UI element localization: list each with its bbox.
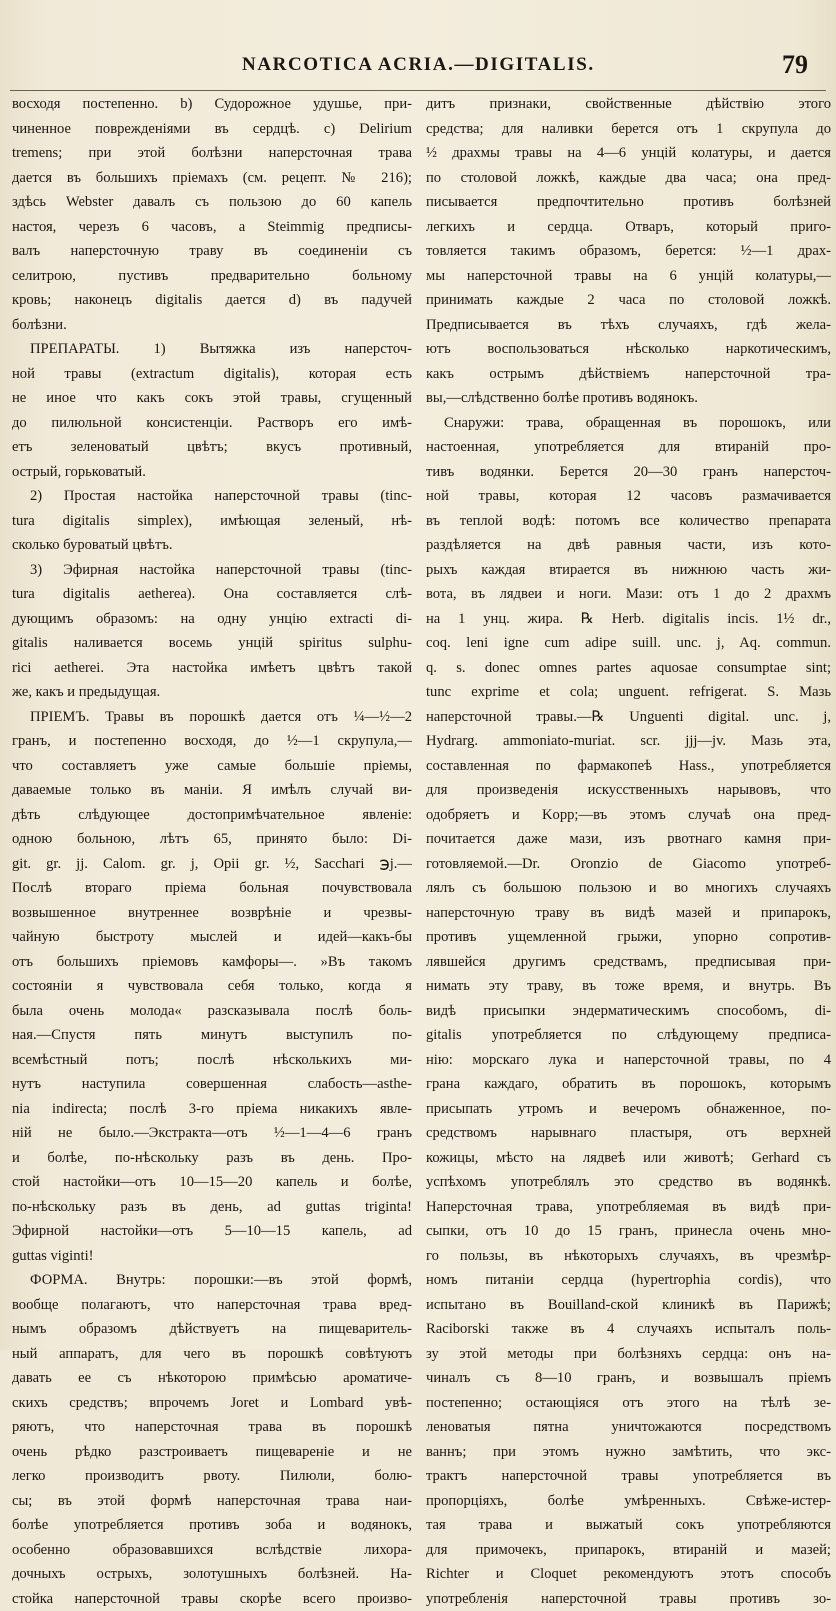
text-line: легко производитъ рвоту. Пилюли, болю- (12, 1464, 412, 1489)
text-line: принимать каждые 2 часа по столовой ложкѣ. (426, 288, 831, 313)
text-line: gitalis наливается восемь унцій spiritus sulphu- (12, 631, 412, 656)
text-line: вы,—слѣдственно болѣе противъ водянокъ. (426, 386, 831, 411)
page-header (0, 52, 836, 86)
text-line: вота, въ лядвеи и ноги. Мази: отъ 1 до 2 драхмъ (426, 582, 831, 607)
text-line: ряютъ, что наперсточная трава въ порошкѣ (12, 1415, 412, 1440)
text-line: ной травы, которая 12 часовъ размачивается (426, 484, 831, 509)
text-line: какъ острымъ дѣйствіемъ наперсточной тра- (426, 362, 831, 387)
text-line: ной травы (extractum digitalis), которая есть (12, 362, 412, 387)
text-line: испытано въ Bouilland-ской клиникѣ въ Парижѣ; (426, 1293, 831, 1318)
text-line: ваннъ; при этомъ нужно замѣтить, что экс- (426, 1440, 831, 1465)
text-line: даваемые только въ маніи. Я имѣлъ случай ви- (12, 778, 412, 803)
text-line: ФОРМА. Внутрь: порошки:—въ этой формѣ, (12, 1268, 412, 1293)
text-line: и болѣе, по-нѣскольку разъ въ день. Про- (12, 1146, 412, 1171)
text-line: писывается предпочтительно противъ болѣзней (426, 190, 831, 215)
text-line: етъ зеленоватый цвѣтъ; вкусъ противный, (12, 435, 412, 460)
text-line: острый, горьковатый. (12, 460, 412, 485)
text-line: q. s. donec omnes partes aquosae consumptae sint; (426, 656, 831, 681)
text-line: противъ ущемленной грыжи, упорно сопротив- (426, 925, 831, 950)
text-line: одобряетъ и Kopp;—въ этомъ случаѣ она пред- (426, 803, 831, 828)
text-line: наперсточную траву въ видѣ мазей и припарокъ, (426, 901, 831, 926)
text-line: сы; въ этой формѣ наперсточная трава наи- (12, 1489, 412, 1514)
text-line: раздѣляется на двѣ равныя части, изъ кото- (426, 533, 831, 558)
text-line: особенно образовавшихся вслѣдствіе лихора- (12, 1538, 412, 1563)
text-line: средства; для наливки берется отъ 1 скрупула до (426, 117, 831, 142)
text-line: tura digitalis aetherea). Она составляется слѣ- (12, 582, 412, 607)
text-line: по столовой ложкѣ, каждые два часа; она пред- (426, 166, 831, 191)
text-line: Снаружи: трава, обращенная въ порошокъ, или (426, 411, 831, 436)
text-line: на 1 унц. жира. ℞ Herb. digitalis incis. 1½ dr., (426, 607, 831, 632)
text-line: дитъ признаки, свойственные дѣйствію этого (426, 92, 831, 117)
text-columns (12, 92, 830, 1342)
text-line: Послѣ втораго пріема больная почувствовала (12, 876, 412, 901)
text-line: состояніи я чувствовала себя только, когда я (12, 974, 412, 999)
text-line: возвышенное внутреннее возврѣніе и чрезвы- (12, 901, 412, 926)
right-column (426, 92, 831, 1342)
text-line: грана каждаго, обратить въ порошокъ, которымъ (426, 1072, 831, 1097)
text-line: 3) Эфирная настойка наперсточной травы (tinc- (12, 558, 412, 583)
text-line: тая трава и выжатый сокъ употребляются (426, 1513, 831, 1538)
text-line: дѣть слѣдующее достопримѣчательное явленіе: (12, 803, 412, 828)
text-line: кожицы, мѣсто на лядвеѣ или животѣ; Gerhard съ (426, 1146, 831, 1171)
text-line: болѣзни. (12, 313, 412, 338)
text-line: наперсточной травы.—℞ Unguenti digital. unc. j, (426, 705, 831, 730)
text-line: валъ наперсточную траву въ соединеніи съ (12, 239, 412, 264)
text-line: леноватыя пятна уничтожаются посредствомъ (426, 1415, 831, 1440)
text-line: стой настойки—отъ 10—15—20 капель и болѣе, (12, 1170, 412, 1195)
text-line: отъ большихъ пріемовъ камфоры—. »Въ такомъ (12, 950, 412, 975)
text-line: ½ драхмы травы на 4—6 унцій колатуры, и дается (426, 141, 831, 166)
text-line: tunc exprime et cola; unguent. refrigerat. S. Мазь (426, 680, 831, 705)
text-line: ПРІЕМЪ. Травы въ порошкѣ дается отъ ¼—½—2 (12, 705, 412, 730)
text-line: не иное что какъ сокъ этой травы, сгущенный (12, 386, 412, 411)
text-line: была очень молода« разсказывала послѣ боль- (12, 999, 412, 1024)
text-line: видѣ присыпки эндерматическимъ способомъ, di- (426, 999, 831, 1024)
text-line: трактъ наперсточной травы употребляется въ (426, 1464, 831, 1489)
text-line: nia indirecta; послѣ 3-го пріема никакихъ явле- (12, 1097, 412, 1122)
text-line: вообще полагаютъ, что наперсточная трава вред- (12, 1293, 412, 1318)
text-line: гранъ, и постепенно восходя, до ½—1 скрупула,— (12, 729, 412, 754)
text-line: нію: морскаго лука и наперсточной травы, по 4 (426, 1048, 831, 1073)
text-line: сколько буроватый цвѣтъ. (12, 533, 412, 558)
text-line: git. gr. jj. Calom. gr. j, Opii gr. ½, Sacchari ℈j.— (12, 852, 412, 877)
text-line: Наперсточная трава, употребляемая въ видѣ при- (426, 1195, 831, 1220)
text-line: coq. leni igne cum adipe suill. unc. j, Aq. commun. (426, 631, 831, 656)
running-head: NARCOTICA ACRIA.—DIGITALIS. (242, 54, 595, 76)
text-line: сыпки, отъ 10 до 15 гранъ, принесла очень мно- (426, 1219, 831, 1244)
text-line: до пилюльной консистенціи. Растворъ его имѣ- (12, 411, 412, 436)
text-line: мы наперсточной травы на 6 унцій колатуры,— (426, 264, 831, 289)
text-line: рыхъ каждая втирается въ нижнюю часть жи- (426, 558, 831, 583)
text-line: нымъ образомъ дѣйствуетъ на пищеваритель- (12, 1317, 412, 1342)
text-line: ная.—Спустя пять минутъ выступилъ по- (12, 1023, 412, 1048)
text-line: для произведенія искусственныхъ нарывовъ, что (426, 778, 831, 803)
text-line: всемѣстный потъ; послѣ нѣсколькихъ ми- (12, 1048, 412, 1073)
text-line: ютъ воспользоваться нѣсколько наркотическимъ, (426, 337, 831, 362)
text-line: номъ питаніи сердца (hypertrophia cordis), что (426, 1268, 831, 1293)
text-line: Richter и Cloquet рекомендуютъ этотъ способъ (426, 1562, 831, 1587)
text-line: чиненное поврежденіями въ сердцѣ. c) Delirium (12, 117, 412, 142)
text-line: Предписывается въ тѣхъ случаяхъ, гдѣ жела- (426, 313, 831, 338)
text-line: по-нѣскольку разъ въ день, ad guttas triginta! (12, 1195, 412, 1220)
text-line: tura digitalis simplex), имѣющая зеленый, нѣ- (12, 509, 412, 534)
text-line: чиналъ съ 8—10 гранъ, и возвышалъ пріемъ (426, 1366, 831, 1391)
text-line: чайную быстроту мыслей и идей—какъ-бы (12, 925, 412, 950)
text-line: давать ее съ нѣкоторою примѣсью ароматиче- (12, 1366, 412, 1391)
text-line: нутъ наступила совершенная слабость—asthe- (12, 1072, 412, 1097)
text-line: очень рѣдко разстроиваетъ пищевареніе и не (12, 1440, 412, 1465)
text-line: Эфирной настойки—отъ 5—10—15 капель, ad (12, 1219, 412, 1244)
text-line: средствомъ нарывнаго пластыря, отъ верхней (426, 1121, 831, 1146)
text-line: tremens; при этой болѣзни наперсточная трава (12, 141, 412, 166)
text-line: guttas viginti! (12, 1244, 412, 1269)
text-line: скихъ средствъ; впрочемъ Joret и Lombard увѣ- (12, 1391, 412, 1416)
text-line: постепенно; остающіяся отъ этого на тѣлѣ зе- (426, 1391, 831, 1416)
text-line: го пользы, въ нѣкоторыхъ случаяхъ, въ чрезмѣр- (426, 1244, 831, 1269)
text-line: одною больною, лѣтъ 65, принято было: Di- (12, 827, 412, 852)
text-line: лявшейся другимъ средствамъ, предписывая при- (426, 950, 831, 975)
text-line: rici aetherei. Эта настойка имѣетъ цвѣтъ такой (12, 656, 412, 681)
left-column (12, 92, 412, 1342)
text-line: же, какъ и предыдущая. (12, 680, 412, 705)
text-line: дующимъ образомъ: на одну унцію extracti di- (12, 607, 412, 632)
text-line: въ теплой водѣ: потомъ все количество препарата (426, 509, 831, 534)
text-line: пропорціяхъ, болѣе умѣренныхъ. Свѣже-истер- (426, 1489, 831, 1514)
header-rule (10, 90, 826, 91)
text-line: составленная по фармакопеѣ Hass., употребляется (426, 754, 831, 779)
text-line: почитается даже мази, изъ рвотнаго камня при- (426, 827, 831, 852)
text-line: нимать эту траву, въ тоже время, и внутрь. Въ (426, 974, 831, 999)
text-line: зу этой методы при болѣзняхъ сердца: онъ на- (426, 1342, 831, 1367)
text-line: Raciborski также въ 4 случаяхъ испыталъ поль- (426, 1317, 831, 1342)
page-number: 79 (782, 50, 808, 80)
text-line: тивъ водянки. Берется 20—30 гранъ наперсточ- (426, 460, 831, 485)
text-line: присыпать утромъ и вечеромъ обнаженное, по- (426, 1097, 831, 1122)
text-line: селитрою, пустивъ предварительно больному (12, 264, 412, 289)
text-line: Hydrarg. ammoniato-muriat. scr. jjj—jv. Мазь эта, (426, 729, 831, 754)
text-line: здѣсь Webster давалъ съ пользою до 60 капель (12, 190, 412, 215)
text-line: дочныхъ острыхъ, золотушныхъ болѣзней. На- (12, 1562, 412, 1587)
text-line: легкихъ и сердца. Отваръ, который приго- (426, 215, 831, 240)
text-line: употребленія наперсточной травы противъ зо- (426, 1587, 831, 1611)
text-line: готовляемой.—Dr. Oronzio de Giacomo употреб- (426, 852, 831, 877)
text-line: для примочекъ, припарокъ, втираній и мазей; (426, 1538, 831, 1563)
text-line: товляется такимъ образомъ, берется: ½—1 драх- (426, 239, 831, 264)
text-line: лялъ съ большою пользою и во многихъ случаяхъ (426, 876, 831, 901)
text-line: болѣе употребляется противъ зоба и водянокъ, (12, 1513, 412, 1538)
text-line: ній не было.—Экстракта—отъ ½—1—4—6 гранъ (12, 1121, 412, 1146)
text-line: настоенная, употребляется для втираній про- (426, 435, 831, 460)
text-line: что составляетъ уже самые большіе пріемы, (12, 754, 412, 779)
text-line: кровь; наконецъ digitalis дается d) въ падучей (12, 288, 412, 313)
text-line: восходя постепенно. b) Судорожное удушье, при- (12, 92, 412, 117)
text-line: стойка наперсточной травы скорѣе всего произво- (12, 1587, 412, 1611)
text-line: настоя, черезъ 6 часовъ, а Steimmig предписы- (12, 215, 412, 240)
text-line: ный аппаратъ, для чего въ порошкѣ совѣтуютъ (12, 1342, 412, 1367)
text-line: gitalis употребляется по слѣдующему предписа- (426, 1023, 831, 1048)
text-line: дается въ большихъ пріемахъ (см. рецепт. № 216); (12, 166, 412, 191)
text-line: 2) Простая настойка наперсточной травы (tinc- (12, 484, 412, 509)
text-line: успѣхомъ употреблялъ это средство въ водянкѣ. (426, 1170, 831, 1195)
text-line: ПРЕПАРАТЫ. 1) Вытяжка изъ наперсточ- (12, 337, 412, 362)
